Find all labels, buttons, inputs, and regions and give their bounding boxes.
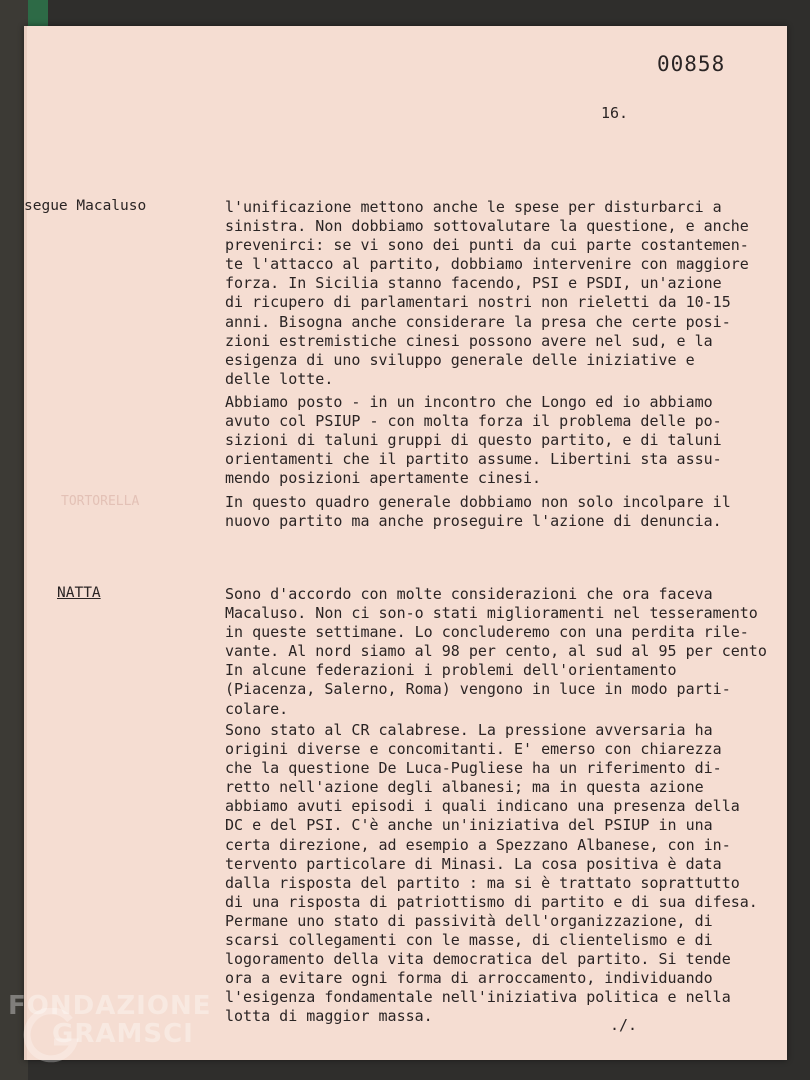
macaluso-paragraph-1: l'unificazione mettono anche le spese per disturbarci a sinistra. Non dobbiamo sottovalutare la questione, e anche prevenirci: se vi sono dei punti da cui parte costantemen- te l'attacco al partito, dobbiamo intervenire con maggiore forza. In Sicilia stanno facendo, PSI e PSDI, un'azione di ricupero di parlamentari nostri non rieletti da 10-15 anni. Bisogna anche considerare la presa che certe posi- zioni estremistiche cinesi possono avere nel sud, e la esigenza di uno sviluppo generale delle iniziative e delle lotte. [225,198,749,388]
watermark-line-1: FONDAZIONE [8,991,212,1021]
natta-paragraph-2: Sono stato al CR calabrese. La pressione avversaria ha origini diverse e concomitanti. E' emerso con chiarezza che la questione De Luca-Pugliese ha un riferimento di- retto nell'azione degli albanesi; ma in questa azione abbiamo avuti episodi i quali indicano una presenza della DC e del PSI. C'è anche un'iniziativa del PSIUP in una certa direzione, ad esempio a Spezzano Albanese, con in- tervento particolare di Minasi. La cosa positiva è data dalla risposta del partito : ma si è trattato soprattutto di una risposta di patriottismo di partito e di sua difesa. Permane uno stato di passività dell'organizzazione, di scarsi collegamenti con le masse, di clientelismo e di logoramento della vita democratica del partito. Si tende ora a evitare ogni forma di arroccamento, individuando l'esigenza fondamentale nell'iniziativa politica e nella lotta di maggior massa. [225,721,758,1026]
continuation-mark: ./. [610,1016,638,1034]
foundation-watermark [8,992,211,1048]
macaluso-paragraph-3: In questo quadro generale dobbiamo non solo incolpare il nuovo partito ma anche proseguire l'azione di denuncia. [225,493,731,531]
bleed-through-label: TORTORELLA [61,494,140,509]
natta-paragraph-1: Sono d'accordo con molte considerazioni che ora faceva Macaluso. Non ci son-o stati miglioramenti nel tesseramento in queste settimane. Lo concluderemo con una perdita rile- vante. Al nord siamo al 98 per cento, al sud al 95 per cento In alcune federazioni i problemi dell'orientamento (Piacenza, Salerno, Roma) vengono in luce in modo parti- colare. [225,585,767,718]
speaker-label-natta: NATTA [57,585,101,601]
macaluso-paragraph-2: Abbiamo posto - in un incontro che Longo ed io abbiamo avuto col PSIUP - con molta forza il problema delle po- sizioni di taluni gruppi di questo partito, e di taluni orientamenti che il partito assume. Libertini sta assu- mendo posizioni apertamente cinesi. [225,393,722,488]
document-page [24,26,787,1060]
archive-number: 00858 [657,52,726,76]
speaker-label-macaluso: segue Macaluso [24,198,147,214]
page-number: 16. [601,104,629,122]
watermark-line-2: GRAMSCI [52,1019,194,1049]
